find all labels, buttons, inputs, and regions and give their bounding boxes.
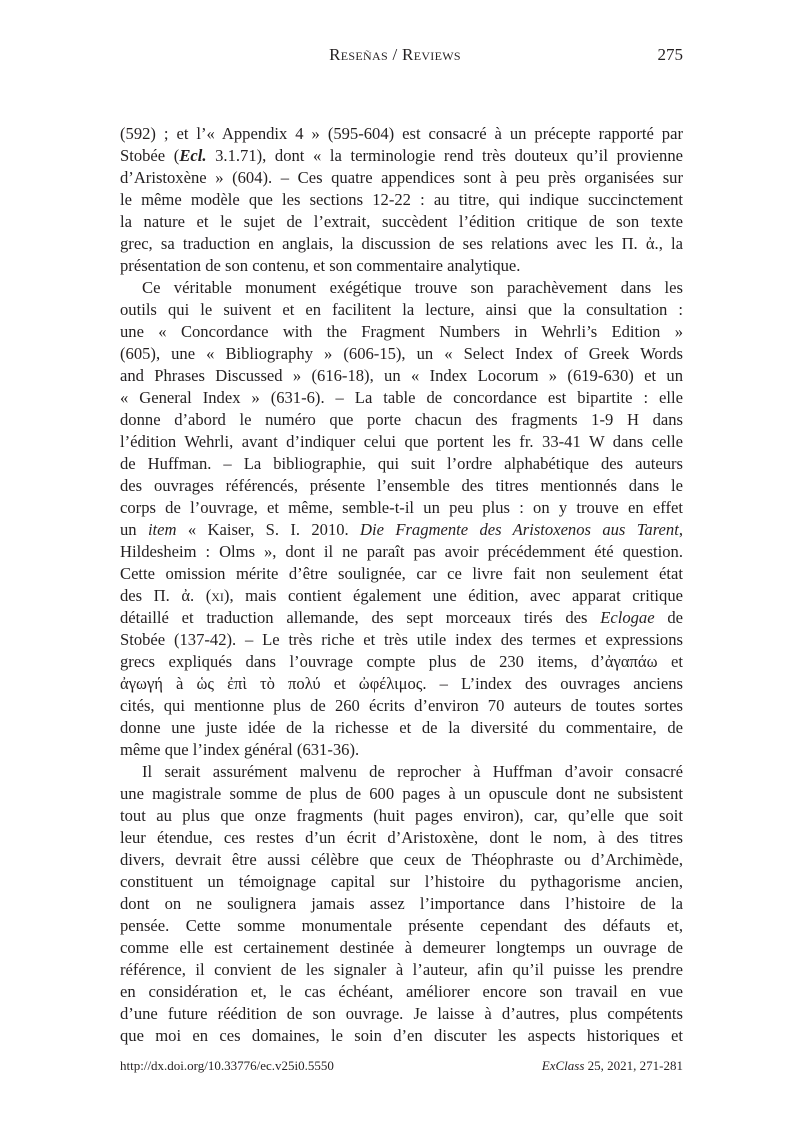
- text-segment: grec, sa traduction en anglais, la discussion de ses relations avec les Π. ἀ., la: [120, 234, 683, 253]
- text-line: [120, 871, 683, 893]
- text-segment: une « Concordance with the Fragment Numbers in Wehrli’s Edition »: [120, 322, 683, 341]
- text-segment: 3.1.71), dont « la terminologie rend très douteux qu’il provienne: [206, 146, 683, 165]
- text-line: [120, 255, 683, 277]
- paragraph: [120, 123, 683, 277]
- text-segment: donne une juste idée de la richesse et de la diversité du commentaire, de: [120, 718, 683, 737]
- italic-text: item: [147, 520, 177, 539]
- text-line: [120, 343, 683, 365]
- text-segment: (605), une « Bibliography » (606-15), un « Select Index of Greek Words: [120, 344, 683, 363]
- text-segment: divers, devrait être aussi célèbre que ceux de Théophraste ou d’Archimède,: [120, 850, 683, 869]
- text-segment: leur étendue, ces restes d’un écrit d’Aristoxène, dont le nom, à des titres: [120, 828, 683, 847]
- text-segment: d’une future réédition de son ouvrage. Je laisse à d’autres, plus compétents: [120, 1004, 683, 1023]
- text-line: [120, 937, 683, 959]
- text-line: [120, 277, 683, 299]
- text-segment: ), mais contient également une édition, avec apparat critique: [223, 586, 683, 605]
- text-line: [120, 959, 683, 981]
- text-line: [120, 299, 683, 321]
- text-line: [120, 563, 683, 585]
- text-line: [120, 981, 683, 1003]
- text-line: [120, 717, 683, 739]
- citation-details: 25, 2021, 271-281: [584, 1058, 683, 1073]
- text-line: [120, 453, 683, 475]
- paragraph: [120, 761, 683, 1047]
- page-number: 275: [657, 45, 683, 64]
- text-segment: donne d’abord le numéro que porte chacun des fragments 1-9 H dans: [120, 410, 683, 429]
- text-segment: détaillé et traduction allemande, des sept morceaux tirés des: [120, 608, 601, 627]
- text-line: [120, 849, 683, 871]
- text-line: [120, 827, 683, 849]
- text-segment: Il serait assurément malvenu de reprocher à Huffman d’avoir consacré: [142, 762, 683, 781]
- text-segment: ,: [678, 520, 683, 539]
- text-segment: l’édition Wehrli, avant d’indiquer celui que portent les fr. 33-41 W dans celle: [120, 432, 683, 451]
- text-segment: de: [654, 608, 683, 627]
- text-line: [120, 651, 683, 673]
- doi-link[interactable]: http://dx.doi.org/10.33776/ec.v25i0.5550: [120, 1058, 334, 1073]
- journal-citation: [480, 1058, 683, 1074]
- text-line: [120, 1003, 683, 1025]
- text-segment: grecs expliqués dans l’ouvrage compte plus de 230 items, d’ἀγαπάω et: [120, 652, 683, 671]
- text-segment: présentation de son contenu, et son commentaire analytique.: [120, 256, 521, 275]
- text-line: [120, 585, 683, 607]
- article-body: [120, 123, 683, 1047]
- text-line: [120, 321, 683, 343]
- text-line: [120, 783, 683, 805]
- text-segment: Hildesheim : Olms », dont il ne paraît pas avoir précédemment été question.: [120, 542, 683, 561]
- text-segment: le même modèle que les sections 12-22 : au titre, qui indique succinctement: [120, 190, 683, 209]
- text-segment: des ouvrages référencés, présente l’ensemble des titres mentionnés dans le: [120, 476, 683, 495]
- text-line: [120, 915, 683, 937]
- paragraph: [120, 277, 683, 761]
- text-line: [120, 497, 683, 519]
- text-segment: même que l’index général (631-36).: [120, 740, 360, 759]
- text-line: [120, 1025, 683, 1047]
- text-line: [120, 233, 683, 255]
- text-segment: outils qui le suivent et en facilitent la lecture, ainsi que la consultation :: [120, 300, 683, 319]
- text-segment: Stobée (137-42). – Le très riche et très utile index des termes et expressions: [120, 630, 683, 649]
- text-segment: comme elle est certainement destinée à demeurer longtemps un ouvrage de: [120, 938, 683, 957]
- text-segment: une magistrale somme de plus de 600 pages à un opuscule dont ne subsistent: [120, 784, 683, 803]
- text-line: [120, 519, 683, 541]
- text-segment: cités, qui mentionne plus de 260 écrits d’environ 70 auteurs de toutes sortes: [120, 696, 683, 715]
- text-segment: Cette omission mérite d’être soulignée, car ce livre fait non seulement état: [120, 564, 683, 583]
- text-line: [120, 167, 683, 189]
- text-segment: ἀγωγή à ὡς ἐπὶ τὸ πολύ et ὠφέλιμος. – L’index des ouvrages anciens: [120, 674, 683, 693]
- text-line: [120, 673, 683, 695]
- text-segment: (592) ; et l’« Appendix 4 » (595-604) est consacré à un précepte rapporté par: [120, 124, 683, 143]
- text-line: [120, 893, 683, 915]
- text-segment: des Π. ἀ. (: [120, 586, 212, 605]
- text-line: [120, 739, 683, 761]
- text-segment: Stobée (: [120, 146, 180, 165]
- text-line: [120, 145, 683, 167]
- text-line: [120, 189, 683, 211]
- text-segment: un: [120, 520, 148, 539]
- italic-text: Eclogae: [600, 608, 655, 627]
- text-segment: la nature et le sujet de l’extrait, succèdent l’édition critique de son texte: [120, 212, 683, 231]
- text-segment: « General Index » (631-6). – La table de concordance est bipartite : elle: [120, 388, 683, 407]
- text-segment: en considération et, le cas échéant, améliorer encore son travail en vue: [120, 982, 683, 1001]
- text-segment: Ce véritable monument exégétique trouve son parachèvement dans les: [142, 278, 683, 297]
- text-segment: corps de l’ouvrage, et même, semble-t-il un peu plus : on y trouve en effet: [120, 498, 683, 517]
- text-line: [120, 365, 683, 387]
- italic-text: Ecl.: [179, 146, 207, 165]
- text-line: [120, 475, 683, 497]
- text-line: [120, 123, 683, 145]
- journal-name: ExClass: [541, 1058, 585, 1073]
- text-line: [120, 607, 683, 629]
- text-segment: constituent un témoignage capital sur l’histoire du pythagorisme ancien,: [120, 872, 683, 891]
- text-line: [120, 431, 683, 453]
- text-segment: pensée. Cette somme monumentale présente cependant des défauts et,: [120, 916, 683, 935]
- text-line: [120, 761, 683, 783]
- text-segment: and Phrases Discussed » (616-18), un « Index Locorum » (619-630) et un: [120, 366, 683, 385]
- text-segment: tout au plus que onze fragments (huit pages environ), car, qu’elle que soit: [120, 806, 683, 825]
- text-segment: de Huffman. – La bibliographie, qui suit l’ordre alphabétique des auteurs: [120, 454, 683, 473]
- text-line: [120, 409, 683, 431]
- text-line: [120, 805, 683, 827]
- text-line: [120, 541, 683, 563]
- text-line: [120, 211, 683, 233]
- text-line: [120, 629, 683, 651]
- text-segment: d’Aristoxène » (604). – Ces quatre appendices sont à peu près organisées sur: [120, 168, 683, 187]
- small-caps-text: xi: [211, 586, 224, 605]
- text-line: [120, 695, 683, 717]
- text-segment: « Kaiser, S. I. 2010.: [176, 520, 361, 539]
- running-header: Reseñas / Reviews: [329, 45, 461, 64]
- text-segment: dont on ne soulignera jamais assez l’importance dans l’histoire de la: [120, 894, 683, 913]
- italic-text: Die Fragmente des Aristoxenos aus Tarent: [360, 520, 679, 539]
- text-line: [120, 387, 683, 409]
- text-segment: référence, il convient de les signaler à l’auteur, afin qu’il puisse les prendre: [120, 960, 683, 979]
- text-segment: que moi en ces domaines, le soin d’en discuter les aspects historiques et: [120, 1026, 683, 1045]
